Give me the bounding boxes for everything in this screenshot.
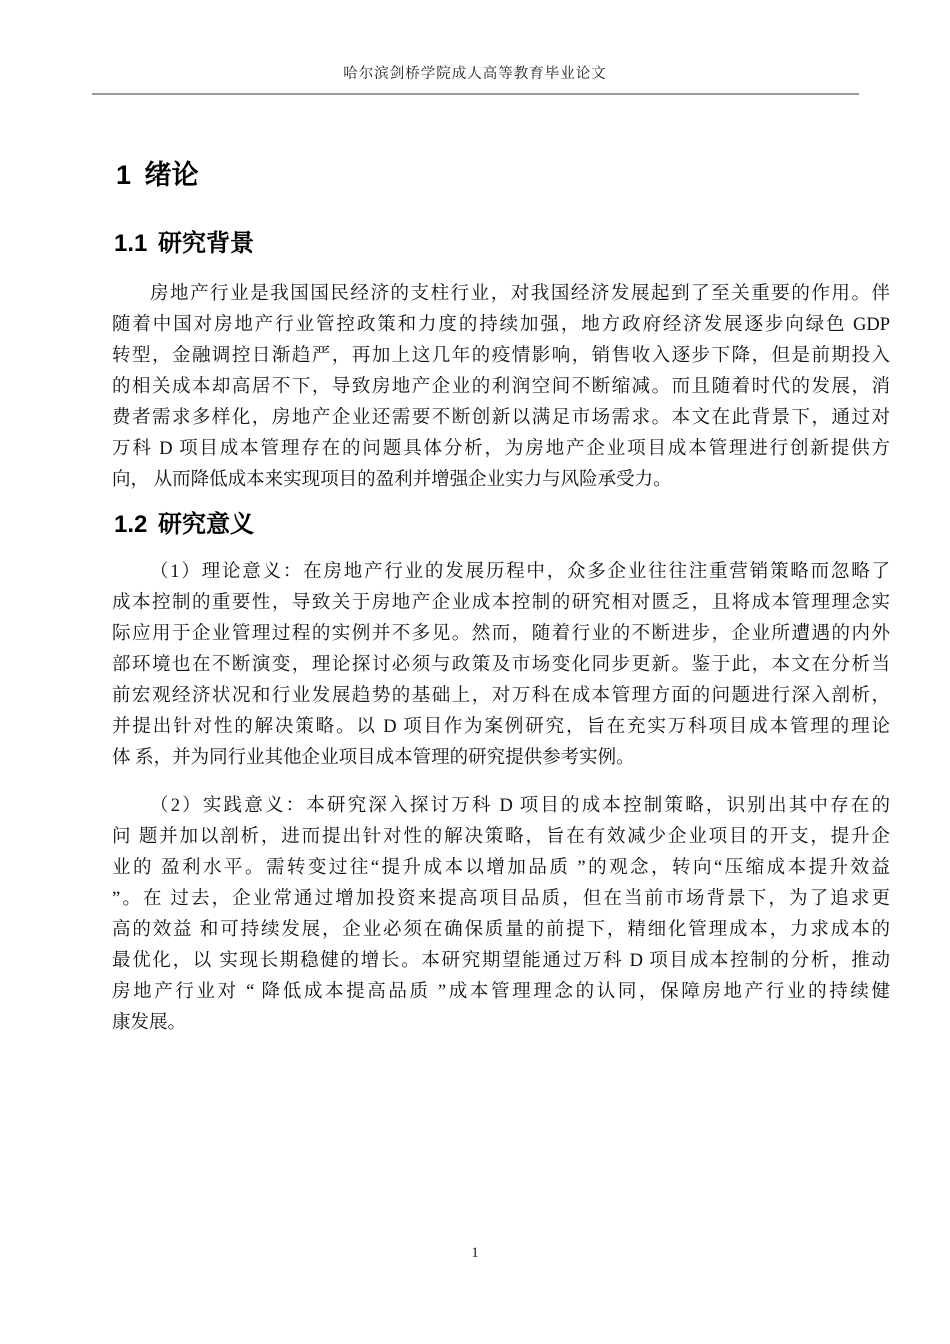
paragraph-practical-significance — [112, 791, 890, 1039]
text-line: 并提出针对性的解决策略。以 D 项目作为案例研究，旨在充实万科项目成本管理的理论 — [112, 717, 890, 737]
text-line: 向， 从而降低成本来实现项目的盈利并增强企业实力与风险承受力。 — [112, 470, 672, 490]
text-line: 问 题并加以剖析，进而提出针对性的解决策略，旨在有效减少企业项目的开支，提升企 — [112, 827, 890, 847]
text-line: 房地产行业对 “ 降低成本提高品质 ”成本管理理念的认同，保障房地产行业的持续健 — [112, 982, 890, 1002]
text-line: 体 系，并为同行业其他企业项目成本管理的研究提供参考实例。 — [112, 748, 635, 768]
text-line: 业的 盈利水平。需转变过往“提升成本以增加品质 ”的观念，转向“压缩成本提升效益 — [112, 858, 890, 878]
text-line: 部环境也在不断演变，理论探讨必须与政策及市场变化同步更新。鉴于此，本文在分析当 — [112, 655, 890, 675]
header-divider — [92, 93, 859, 95]
text-line: （2）实践意义：本研究深入探讨万科 D 项目的成本控制策略，识别出其中存在的 — [150, 796, 890, 816]
page-header — [0, 0, 950, 95]
chapter-title: 1 绪论 — [116, 160, 199, 190]
document-body — [112, 159, 890, 1039]
text-line: 际应用于企业管理过程的实例并不多见。然而，随着行业的不断进步，企业所遭遇的内外 — [112, 624, 890, 644]
paragraph-research-background — [112, 279, 890, 496]
text-line: 的相关成本却高居不下，导致房地产企业的利润空间不断缩减。而且随着时代的发展，消 — [112, 377, 890, 397]
text-line: ”。在 过去，企业常通过增加投资来提高项目品质，但在当前市场背景下，为了追求更 — [112, 889, 890, 909]
section-heading-1-1: 1.1 研究背景 — [114, 230, 255, 257]
text-line: （1）理论意义：在房地产行业的发展历程中，众多企业往往注重营销策略而忽略了 — [150, 562, 890, 582]
page-number: 1 — [471, 1245, 479, 1261]
text-line: 前宏观经济状况和行业发展趋势的基础上，对万科在成本管理方面的问题进行深入剖析， — [112, 686, 890, 706]
header-title: 哈尔滨剑桥学院成人高等教育毕业论文 — [343, 66, 607, 82]
text-line: 费者需求多样化，房地产企业还需要不断创新以满足市场需求。本文在此背景下，通过对 — [112, 408, 890, 428]
text-line: 房地产行业是我国国民经济的支柱行业，对我国经济发展起到了至关重要的作用。伴 — [150, 284, 890, 304]
text-line: 最优化，以 实现长期稳健的增长。本研究期望能通过万科 D 项目成本控制的分析，推动 — [112, 951, 890, 971]
text-line: 高的效益 和可持续发展，企业必须在确保质量的前提下，精细化管理成本，力求成本的 — [112, 920, 890, 940]
paragraph-theoretical-significance — [112, 557, 890, 774]
section-heading-1-2: 1.2 研究意义 — [114, 511, 255, 538]
text-line: 万科 D 项目成本管理存在的问题具体分析，为房地产企业项目成本管理进行创新提供方 — [112, 439, 890, 459]
text-line: 康发展。 — [112, 1013, 187, 1033]
text-line: 随着中国对房地产行业管控政策和力度的持续加强，地方政府经济发展逐步向绿色 GDP — [112, 315, 890, 335]
text-line: 转型，金融调控日渐趋严，再加上这几年的疫情影响，销售收入逐步下降，但是前期投入 — [112, 346, 890, 366]
text-line: 成本控制的重要性，导致关于房地产企业成本控制的研究相对匮乏，且将成本管理理念实 — [112, 593, 890, 613]
